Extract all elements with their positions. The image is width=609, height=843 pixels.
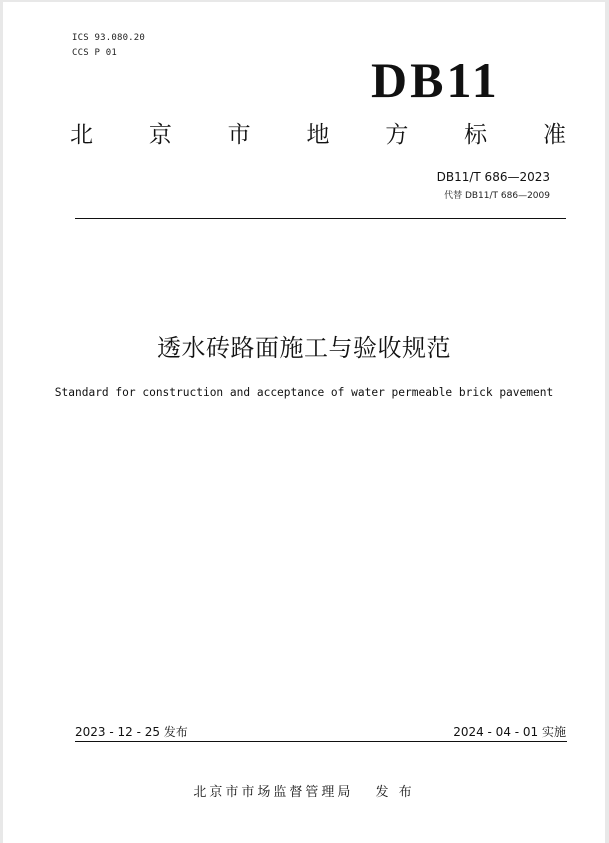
ics-code: ICS 93.080.20 xyxy=(72,33,146,43)
bottom-divider xyxy=(75,741,567,742)
effective-date: 2024 - 04 - 01 实施 xyxy=(453,725,566,739)
issue-date: 2023 - 12 - 25 发布 xyxy=(75,725,188,739)
header-char: 准 xyxy=(542,122,566,148)
header-title xyxy=(70,120,566,150)
header-char: 京 xyxy=(148,122,172,148)
document-page xyxy=(3,2,605,843)
header-char: 方 xyxy=(385,122,409,148)
standard-mark: DB11 xyxy=(371,52,500,108)
top-divider xyxy=(75,218,566,219)
publisher-name: 北京市市场监督管理局 xyxy=(193,785,354,800)
publisher-action: 发 布 xyxy=(375,785,415,800)
header-char: 市 xyxy=(227,122,251,148)
title-english: Standard for construction and acceptance of water permeable brick pavement xyxy=(54,386,554,399)
standard-number: DB11/T 686—2023 xyxy=(436,170,550,184)
publisher-line xyxy=(3,784,605,802)
header-char: 标 xyxy=(464,122,488,148)
ccs-code: CCS P 01 xyxy=(72,48,117,58)
title-chinese: 透水砖路面施工与验收规范 xyxy=(157,334,451,362)
header-char: 北 xyxy=(70,122,93,148)
replaced-standard: 代替 DB11/T 686—2009 xyxy=(444,191,550,201)
header-char: 地 xyxy=(306,122,330,148)
